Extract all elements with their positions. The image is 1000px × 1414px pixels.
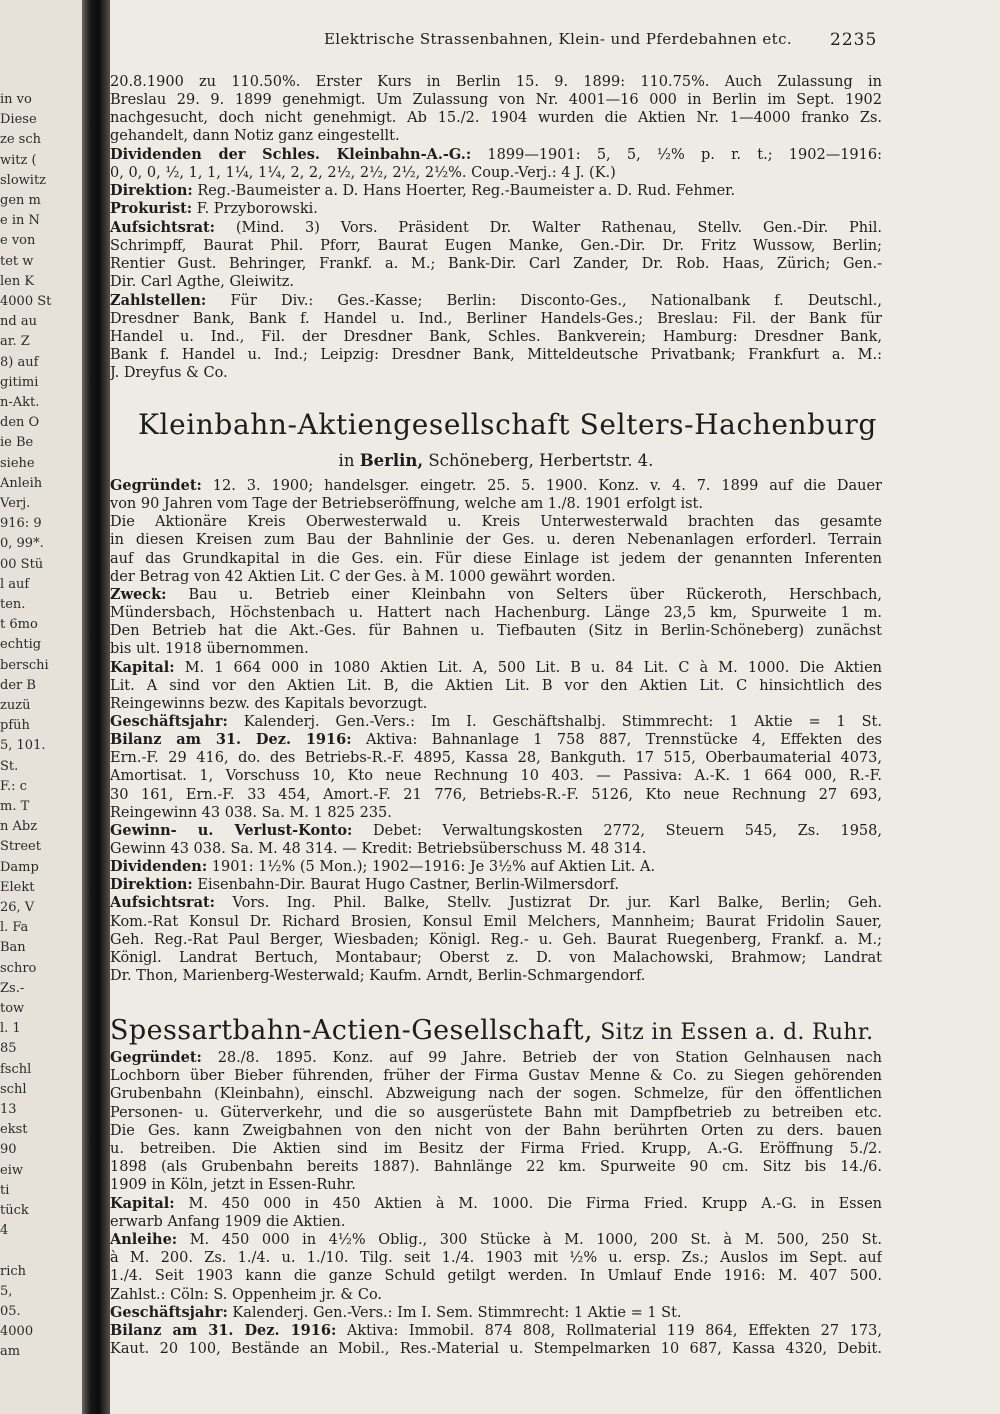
- field-label: Zweck:: [110, 585, 167, 603]
- entry-line: [110, 477, 882, 496]
- text-line: Breslau 29. 9. 1899 genehmigt. Um Zulassung von Nr. 4001—16 000 in Berlin im Sept. 1902: [110, 92, 882, 108]
- field-label: Dividenden der Schles. Kleinbahn-A.-G.:: [110, 146, 472, 163]
- previous-page-fragment: am: [0, 1344, 21, 1360]
- previous-page-fragment: nd au: [0, 314, 37, 330]
- address-prefix: in: [338, 451, 360, 470]
- entry-line: [110, 1158, 882, 1177]
- entry-line: [110, 931, 882, 950]
- entry-line: [110, 1231, 882, 1250]
- text-line: 0, 0, 0, ½, 1, 1, 1¼, 1¼, 2, 2, 2½, 2½, 2½, 2½%. Coup.-Verj.: 4 J. (K.): [110, 165, 616, 181]
- previous-page-fragment: n Abz: [0, 819, 38, 835]
- previous-page-fragment: witz (: [0, 152, 37, 168]
- field-value: 1909 in Köln, jetzt in Essen-Ruhr.: [110, 1177, 356, 1194]
- entry-line: [110, 695, 882, 714]
- previous-page-fragment: Elekt: [0, 879, 35, 895]
- previous-page-fragment: pfüh: [0, 718, 30, 734]
- field-value: F. Przyborowski.: [192, 201, 318, 217]
- previous-page-fragment: ti: [0, 1182, 10, 1198]
- field-value: Bau u. Betrieb einer Kleinbahn von Selters über Rückeroth, Herschbach,: [166, 586, 882, 603]
- previous-page-fragment: tow: [0, 1001, 25, 1016]
- previous-page-column: [0, 0, 82, 1414]
- field-value: Vors. Ing. Phil. Balke, Stellv. Justizrat Dr. jur. Karl Balke, Berlin; Geh.: [215, 895, 882, 912]
- previous-page-fragment: 916: 9: [0, 516, 42, 532]
- previous-page-fragment: e in N: [0, 213, 40, 229]
- text-line: Bank f. Handel u. Ind.; Leipzig: Dresdner Bank, Mitteldeutsche Privatbank; Frankfurt a. M.:: [110, 347, 882, 363]
- field-value: Die Aktionäre Kreis Oberwesterwald u. Kreis Unterwesterwald brachten das gesamte: [110, 514, 882, 531]
- entry-line: [110, 604, 882, 623]
- entry-line: [110, 767, 882, 786]
- field-value: Grubenbahn (Kleinbahn), einschl. Abzweigung nach der sogen. Schmelze, für den öffentlichen: [110, 1086, 882, 1103]
- field-value: M. 450 000 in 450 Aktien à M. 1000. Die Firma Fried. Krupp A.-G. in Essen: [174, 1195, 882, 1212]
- field-value: Amortisat. 1, Vorschuss 10, Kto neue Rechnung 10 403. — Passiva: A.-K. 1 664 000, R.-F.: [110, 768, 882, 785]
- field-value: à M. 200. Zs. 1./4. u. 1./10. Tilg. seit 1./4. 1903 mit ½% u. ersp. Zs.; Auslos im Sept. auf: [110, 1250, 882, 1267]
- running-header: Elektrische Strassenbahnen, Klein- und Pferdebahnen etc.: [323, 30, 793, 48]
- field-value: in diesen Kreisen zum Bau der Bahnlinie der Ges. u. deren Nebenanlagen erforderl. Terrain: [110, 532, 882, 549]
- field-value: von 90 Jahren vom Tage der Betriebseröffnung, welche am 1./8. 1901 erfolgt ist.: [110, 496, 703, 513]
- entry-line: [110, 1322, 882, 1341]
- previous-page-fragment: 4000: [0, 1324, 34, 1340]
- field-value: Königl. Landrat Bertuch, Montabaur; Oberst z. D. von Malachowski, Brahmow; Landrat: [110, 949, 882, 966]
- field-value: Für Div.: Ges.-Kasse; Berlin: Disconto-Ges., Nationalbank f. Deutschl.,: [206, 293, 882, 309]
- entry-line: [110, 1049, 882, 1068]
- field-label: Gewinn- u. Verlust-Konto:: [110, 821, 353, 839]
- previous-page-fragment: 90: [0, 1142, 17, 1158]
- previous-page-fragment: den O: [0, 415, 40, 431]
- field-value: 30 161, Ern.-F. 33 454, Amort.-F. 21 776, Betriebs-R.-F. 5126, Kto neue Rechnung 27 693,: [110, 786, 882, 803]
- field-label: Prokurist:: [110, 200, 193, 217]
- previous-page-fragment: 5,: [0, 1283, 13, 1299]
- previous-page-fragment: eiw: [0, 1162, 23, 1178]
- previous-page-fragment: len K: [0, 273, 35, 289]
- previous-page-fragment: 13: [0, 1102, 17, 1117]
- previous-page-fragment: ar. Z: [0, 334, 30, 350]
- entry-line: [110, 1122, 882, 1141]
- previous-page-fragment: St.: [0, 758, 19, 774]
- text-line: nachgesucht, doch nicht genehmigt. Ab 15./2. 1904 wurden die Aktien Nr. 1—4000 franko Zs.: [110, 110, 882, 126]
- field-value: Den Betrieb hat die Akt.-Ges. für Bahnen u. Tiefbauten (Sitz in Berlin-Schöneberg) zunächst: [110, 623, 882, 640]
- field-value: Kalenderj. Gen.-Vers.: Im I. Geschäftshalbj. Stimmrecht: 1 Aktie = 1 St.: [227, 713, 882, 730]
- field-value: Ern.-F. 29 416, do. des Betriebs-R.-F. 4895, Kassa 28, Bankguth. 17 515, Oberbaumaterial 4073,: [110, 750, 882, 767]
- address-city: Berlin,: [359, 451, 424, 470]
- field-value: Reingewinns bezw. des Kapitals bevorzugt.: [110, 695, 428, 712]
- previous-page-fragment: Ban: [0, 940, 26, 956]
- field-value: bis ult. 1918 übernommen.: [110, 641, 309, 658]
- entry-line: [110, 1067, 882, 1086]
- field-label: Kapital:: [110, 1194, 175, 1212]
- previous-page-fragment: Street: [0, 839, 41, 855]
- previous-page-fragment: t 6mo: [0, 617, 38, 633]
- field-value: u. betreiben. Die Aktien sind im Besitz der Firma Fried. Krupp, A.-G. Eröffnung 5./2.: [110, 1141, 882, 1157]
- previous-page-fragment: 00 Stü: [0, 556, 44, 572]
- entry-line: [110, 749, 882, 768]
- field-value: Reg.-Baumeister a. D. Hans Hoerter, Reg.-Baumeister a. D. Rud. Fehmer.: [192, 183, 736, 199]
- previous-page-fragment: ie Be: [0, 435, 34, 451]
- field-label: Dividenden:: [110, 858, 208, 876]
- company-title: Kleinbahn-Aktiengesellschaft Selters-Hachenburg: [138, 408, 877, 441]
- entry-line: [110, 622, 882, 641]
- text-line: J. Dreyfus & Co.: [110, 365, 228, 381]
- previous-page-fragment: ten.: [0, 597, 26, 612]
- field-value: Lochborn über Bieber führenden, früher der Firma Gustav Menne & Co. zu Siegen gehörenden: [110, 1068, 882, 1085]
- page-number: 2235: [830, 30, 878, 50]
- entry-line: [110, 840, 882, 859]
- entry-line: [110, 1176, 882, 1195]
- previous-page-fragment: Diese: [0, 112, 37, 128]
- previous-page-fragment: echtig: [0, 637, 42, 653]
- entry-line: [110, 640, 882, 659]
- previous-page-fragment: rich: [0, 1263, 27, 1279]
- previous-page-fragment: slowitz: [0, 172, 47, 188]
- entry-line: [110, 568, 882, 587]
- previous-page-fragment: tück: [0, 1203, 29, 1218]
- field-label: Kapital:: [110, 658, 175, 676]
- field-label: Anleihe:: [110, 1231, 178, 1248]
- previous-page-fragment: 4000 St: [0, 294, 52, 309]
- field-value: Kaut. 20 100, Bestände an Mobil., Res.-Material u. Stempelmarken 10 687, Kassa 4320, Debit.: [110, 1341, 882, 1358]
- previous-page-fragment: schl: [0, 1081, 27, 1097]
- prokurist-line: [110, 200, 882, 219]
- field-value: auf das Grundkapital in die Ges. ein. Für diese Einlage ist jedem der genannten Inferenten: [110, 550, 882, 567]
- title-main: Spessartbahn-Actien-Gesellschaft,: [110, 1015, 593, 1046]
- previous-page-fragment: 8) auf: [0, 354, 39, 370]
- field-label: Gegründet:: [110, 477, 202, 494]
- entry-line: [110, 1267, 882, 1286]
- entry-line: [110, 586, 882, 605]
- previous-page-fragment: tet w: [0, 253, 34, 269]
- text-line: Handel u. Ind., Fil. der Dresdner Bank, Schles. Bankverein; Hamburg: Dresdner Bank,: [110, 329, 882, 345]
- previous-page-fragment: gitimi: [0, 374, 39, 390]
- zahlstellen-line: [110, 292, 882, 311]
- entry-line: [110, 531, 882, 550]
- field-value: 12. 3. 1900; handelsger. eingetr. 25. 5. 1900. Konz. v. 4. 7. 1899 auf die Dauer: [201, 478, 882, 494]
- book-gutter: [82, 0, 110, 1414]
- field-value: Eisenbahn-Dir. Baurat Hugo Castner, Berlin-Wilmersdorf.: [192, 877, 619, 894]
- previous-page-fragment: 4: [0, 1223, 9, 1239]
- field-value: der Betrag von 42 Aktien Lit. C der Ges. à M. 1000 gewährt worden.: [110, 568, 616, 585]
- field-value: M. 1 664 000 in 1080 Aktien Lit. A, 500 Lit. B u. 84 Lit. C à M. 1000. Die Aktien: [174, 659, 882, 676]
- field-label: Bilanz am 31. Dez. 1916:: [110, 1322, 337, 1339]
- previous-page-fragment: ekst: [0, 1122, 28, 1138]
- company-address: [110, 451, 882, 470]
- field-value: Dr. Thon, Marienberg-Westerwald; Kaufm. Arndt, Berlin-Schmargendorf.: [110, 968, 646, 985]
- field-value: Debet: Verwaltungskosten 2772, Steuern 545, Zs. 1958,: [352, 822, 882, 839]
- entry-line: [110, 1213, 882, 1232]
- entry-line: [110, 913, 882, 932]
- previous-page-fragment: schro: [0, 960, 37, 976]
- entry-line: [110, 1085, 882, 1104]
- field-label: Aufsichtsrat:: [110, 894, 216, 912]
- entry-line: [110, 550, 882, 569]
- field-label: Bilanz am 31. Dez. 1916:: [110, 731, 352, 749]
- company-title: [110, 1015, 882, 1046]
- title-seat: Sitz in Essen a. d. Ruhr.: [592, 1020, 874, 1045]
- entry-line: [110, 949, 882, 968]
- previous-page-fragment: gen m: [0, 193, 41, 208]
- field-value: Zahlst.: Cöln: S. Oppenheim jr. & Co.: [110, 1286, 383, 1303]
- previous-page-fragment: zuzü: [0, 698, 31, 713]
- field-value: 1./4. Seit 1903 kann die ganze Schuld getilgt werden. In Umlauf Ende 1916: M. 407 500.: [110, 1268, 882, 1285]
- text-line: Rentier Gust. Behringer, Frankf. a. M.; Bank-Dir. Carl Zander, Dr. Rob. Haas, Zürich; Gen.-: [110, 256, 882, 272]
- field-value: Geh. Reg.-Rat Paul Berger, Wiesbaden; Königl. Reg.- u. Geh. Baurat Ruegenberg, Frankf. a. M.;: [110, 931, 882, 948]
- field-label: Geschäftsjahr:: [110, 712, 228, 730]
- text-line: gehandelt, dann Notiz ganz eingestellt.: [110, 128, 400, 144]
- entry-line: [110, 967, 882, 986]
- field-label: Aufsichtsrat:: [110, 219, 216, 236]
- previous-page-fragment: e von: [0, 233, 36, 249]
- field-value: Aktiva: Bahnanlage 1 758 887, Trennstücke 4, Effekten des: [351, 732, 882, 749]
- entry-line: [110, 1304, 882, 1323]
- previous-page-fragment: Verj.: [0, 496, 31, 511]
- field-value: (Mind. 3) Vors. Präsident Dr. Walter Rathenau, Stellv. Gen.-Dir. Phil.: [215, 220, 882, 236]
- field-value: Kalenderj. Gen.-Vers.: Im I. Sem. Stimmrecht: 1 Aktie = 1 St.: [227, 1304, 682, 1321]
- previous-page-fragment: in vo: [0, 92, 32, 107]
- dividenden-line: [110, 146, 882, 165]
- entry-line: [110, 731, 882, 750]
- field-value: 28./8. 1895. Konz. auf 99 Jahre. Betrieb der von Station Gelnhausen nach: [201, 1050, 882, 1066]
- entry-line: [110, 786, 882, 805]
- entry-line: [110, 1340, 882, 1359]
- field-value: Aktiva: Immobil. 874 808, Rollmaterial 119 864, Effekten 27 173,: [336, 1323, 882, 1339]
- entry-line: [110, 1286, 882, 1305]
- previous-page-fragment: Anleih: [0, 475, 43, 491]
- entry-line: [110, 677, 882, 696]
- previous-page-fragment: Damp: [0, 859, 39, 875]
- field-value: M. 450 000 in 4½% Oblig., 300 Stücke à M. 1000, 200 St. à M. 500, 250 St.: [177, 1232, 882, 1248]
- aufsichtsrat-line: [110, 219, 882, 238]
- entry-line: [110, 513, 882, 532]
- field-value: 1901: 1½% (5 Mon.); 1902—1916: Je 3½% auf Aktien Lit. A.: [207, 859, 656, 876]
- field-value: Kom.-Rat Konsul Dr. Richard Brosien, Konsul Emil Melchers, Mannheim; Baurat Fridolin Sauer,: [110, 913, 882, 930]
- field-label: Direktion:: [110, 182, 193, 199]
- previous-page-fragment: l. Fa: [0, 920, 29, 936]
- field-value: Lit. A sind vor den Aktien Lit. B, die Aktien Lit. B vor den Aktien Lit. C hinsichtlich des: [110, 677, 882, 694]
- text-line: Schrimpff, Baurat Phil. Pforr, Baurat Eugen Manke, Gen.-Dir. Dr. Fritz Wussow, Berlin;: [110, 238, 882, 254]
- field-value: 1898 (als Grubenbahn bereits 1887). Bahnlänge 22 km. Spurweite 90 cm. Sitz bis 14./6.: [110, 1159, 882, 1176]
- previous-page-fragment: berschi: [0, 657, 49, 673]
- field-label: Geschäftsjahr:: [110, 1303, 228, 1321]
- entry-line: [110, 822, 882, 841]
- entry-line: [110, 804, 882, 823]
- previous-page-fragment: 26, V: [0, 900, 35, 915]
- previous-page-fragment: 85: [0, 1041, 17, 1057]
- previous-page-fragment: ze sch: [0, 132, 41, 148]
- field-value: Gewinn 43 038. Sa. M. 48 314. — Kredit: Betriebsüberschuss M. 48 314.: [110, 841, 647, 857]
- field-label: Zahlstellen:: [110, 292, 207, 309]
- entry-line: [110, 659, 882, 678]
- entry-line: [110, 1249, 882, 1268]
- text-line: Dir. Carl Agthe, Gleiwitz.: [110, 274, 295, 290]
- previous-page-fragment: fschl: [0, 1061, 32, 1077]
- field-value: Mündersbach, Höchstenbach u. Hattert nach Hachenburg. Länge 23,5 km, Spurweite 1 m.: [110, 605, 882, 622]
- previous-page-fragment: siehe: [0, 455, 35, 471]
- field-value: Die Ges. kann Zweigbahnen von den nicht von der Bahn berührten Orten zu ders. bauen: [110, 1122, 882, 1139]
- previous-page-fragment: 05.: [0, 1304, 21, 1319]
- text-line: 20.8.1900 zu 110.50%. Erster Kurs in Berlin 15. 9. 1899: 110.75%. Auch Zulassung in: [110, 74, 882, 90]
- address-rest: Schöneberg, Herbertstr. 4.: [423, 451, 654, 470]
- field-value: Reingewinn 43 038. Sa. M. 1 825 235.: [110, 804, 392, 821]
- previous-page-fragment: F.: c: [0, 778, 27, 794]
- field-label: Gegründet:: [110, 1049, 202, 1066]
- direktion-line: [110, 182, 882, 201]
- previous-page-fragment: 0, 99*.: [0, 536, 44, 552]
- entry-line: [110, 876, 882, 895]
- previous-page-fragment: l auf: [0, 576, 30, 592]
- field-value: 1899—1901: 5, 5, ½% p. r. t.; 1902—1916:: [471, 147, 882, 163]
- field-value: erwarb Anfang 1909 die Aktien.: [110, 1213, 346, 1230]
- entry-line: [110, 858, 882, 877]
- field-value: Personen- u. Güterverkehr, und die so ausgerüstete Bahn mit Dampfbetrieb zu betreiben etc.: [110, 1104, 882, 1121]
- previous-page-fragment: Zs.-: [0, 980, 25, 996]
- entry-line: [110, 1195, 882, 1214]
- field-label: Direktion:: [110, 876, 193, 894]
- previous-page-fragment: l. 1: [0, 1021, 21, 1037]
- entry-line: [110, 495, 882, 514]
- entry-line: [110, 713, 882, 732]
- entry-line: [110, 894, 882, 913]
- previous-page-fragment: der B: [0, 677, 36, 693]
- entry-line: [110, 1104, 882, 1123]
- text-line: Dresdner Bank, Bank f. Handel u. Ind., Berliner Handels-Ges.; Breslau: Fil. der Bank für: [110, 311, 882, 327]
- previous-page-fragment: m. T: [0, 799, 30, 814]
- document-page: [110, 0, 1000, 1414]
- previous-page-fragment: 5, 101.: [0, 738, 46, 754]
- previous-page-fragment: n-Akt.: [0, 395, 40, 410]
- entry-line: [110, 1140, 882, 1159]
